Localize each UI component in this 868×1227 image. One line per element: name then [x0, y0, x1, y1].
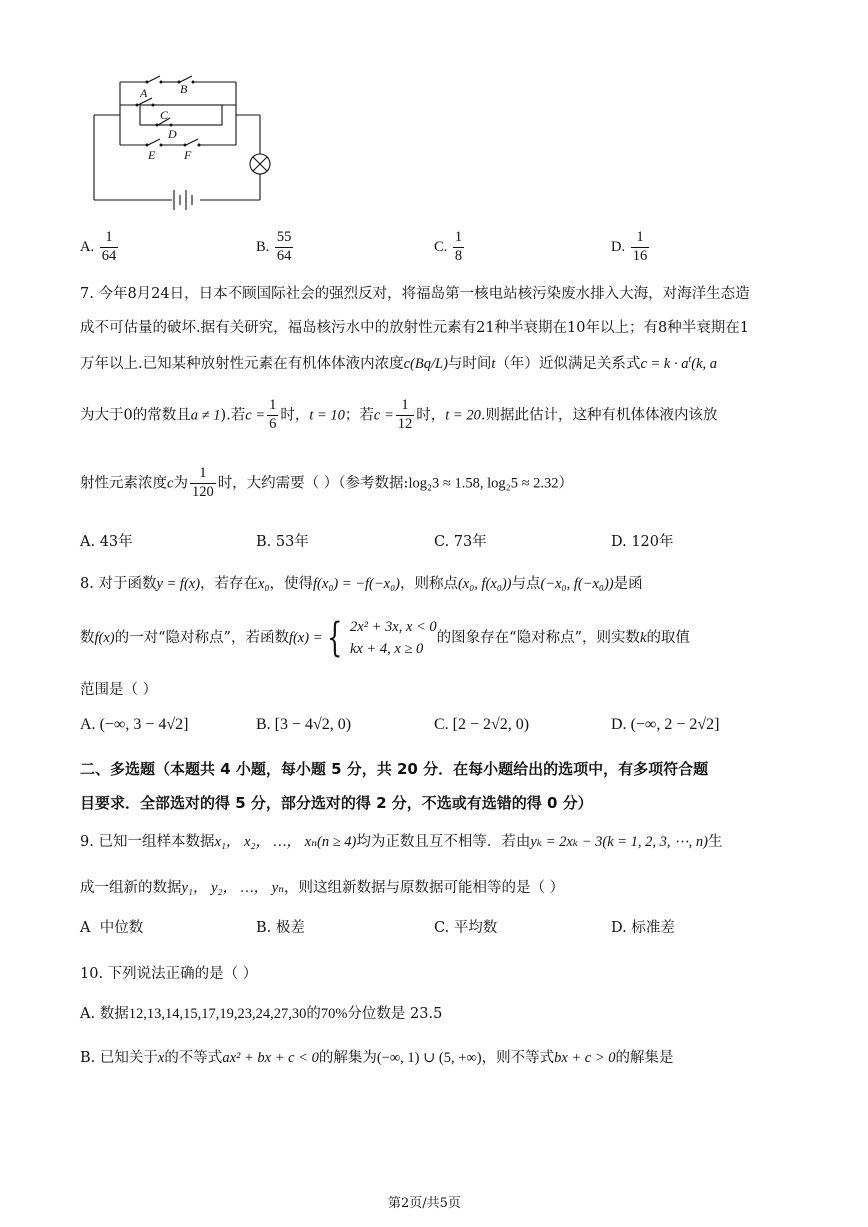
q10-stem: 10. 下列说法正确的是（ ）	[80, 966, 258, 982]
page-footer: 第2页/共5页	[388, 1196, 461, 1211]
q8-option-d[interactable]: D. (−∞, 2 − 2√2]	[611, 716, 720, 733]
q6-option-d[interactable]: D. $\frac{1}{16}$	[611, 229, 648, 264]
q8-line-3: 范围是（ ）	[80, 682, 158, 698]
section-2-heading-line-2: 目要求．全部选对的得 5 分，部分选对的得 2 分，不选或有选错的得 0 分）	[80, 794, 593, 812]
switch-label-d: D	[168, 127, 177, 141]
q7-option-a[interactable]: A. 43年	[80, 534, 133, 550]
q6-option-b[interactable]: B. $\frac{55}{64}$	[256, 229, 292, 264]
q6-option-a[interactable]: A. $\frac{1}{64}$	[80, 229, 117, 264]
q7-line-1: 7. 今年8月24日，日本不顾国际社会的强烈反对，将福岛第一核电站核污染废水排入大海，对海洋生态造	[80, 286, 750, 302]
switch-label-f: F	[184, 148, 192, 162]
q10-option-b[interactable]: B. 已知关于x的不等式ax² + bx + c < 0的解集为(−∞, 1) ∪ (5, +∞)，则不等式bx + c > 0的解集是	[80, 1050, 674, 1066]
q6-option-a-fraction: $\frac{1}{64}$	[101, 229, 117, 264]
q6-option-c-fraction: $\frac{1}{8}$	[454, 229, 463, 264]
q9-option-d[interactable]: D. 标准差	[611, 920, 675, 936]
q6-option-b-fraction: $\frac{55}{64}$	[276, 229, 292, 264]
switch-label-b: B	[180, 82, 188, 96]
q9-line-2: 成一组新的数据y₁， y₂， …， yₙ，则这组新数据与原数据可能相等的是（ ）	[80, 880, 565, 896]
q6-option-d-fraction: $\frac{1}{16}$	[632, 229, 648, 264]
q7-line-2: 成不可估量的破坏.据有关研究，福岛核污水中的放射性元素有21种半衰期在10年以上；有8种半衰期在1	[80, 320, 749, 336]
switch-label-a: A	[140, 86, 148, 100]
q8-line-2: 数f(x)的一对“隐对称点”，若函数f(x) = { 2x² + 3x, x < 0 kx + 4, x ≥ 0 的图象存在“隐对称点”，则实数k的取值	[80, 615, 690, 661]
q7-line-4: 为大于0的常数且a ≠ 1).若c = $\frac{1}{6}$ 时，t = 10；若c = $\frac{1}{12}$ 时，t = 20.则据此估计，这种有机体体液内该放	[80, 397, 718, 432]
q7-option-d[interactable]: D. 120年	[611, 534, 674, 550]
q6-option-c[interactable]: C. $\frac{1}{8}$	[434, 229, 463, 264]
q7-option-c[interactable]: C. 73年	[434, 534, 487, 550]
q9-line-1: 9. 已知一组样本数据x₁， x₂， …， xₙ(n ≥ 4)均为正数且互不相等．若由yₖ = 2xₖ − 3(k = 1, 2, 3, ⋯, n)生	[80, 834, 723, 850]
q7-line-5: 射性元素浓度c为 $\frac{1}{120}$ 时，大约需要（ ）（参考数据:log₂3 ≈ 1.58, log₂5 ≈ 2.32）	[80, 465, 574, 500]
q9-option-c[interactable]: C. 平均数	[434, 920, 498, 936]
q8-option-b[interactable]: B. [3 − 4√2, 0)	[256, 716, 352, 733]
switch-label-c: C	[160, 108, 169, 122]
q7-line-3: 万年以上.已知某种放射性元素在有机体体液内浓度c(Bq/L)与时间t（年）近似满足关系式$c = k \cdot a^t(k$, a	[80, 354, 718, 372]
q8-line-1: 8. 对于函数y = f(x)，若存在x₀，使得f(x₀) = −f(−x₀)，则称点(x₀, f(x₀))与点(−x₀, f(−x₀))是函	[80, 576, 643, 592]
q7-option-b[interactable]: B. 53年	[256, 534, 309, 550]
q9-option-a[interactable]: A 中位数	[80, 920, 144, 936]
section-2-heading-line-1: 二、多选题（本题共 4 小题，每小题 5 分，共 20 分．在每小题给出的选项中，有多项符合题	[80, 760, 709, 778]
q8-option-a[interactable]: A. (−∞, 3 − 4√2]	[80, 716, 189, 733]
q9-option-b[interactable]: B. 极差	[256, 920, 305, 936]
circuit-diagram	[88, 70, 278, 218]
q8-option-c[interactable]: C. [2 − 2√2, 0)	[434, 716, 530, 733]
switch-label-e: E	[148, 148, 156, 162]
q10-option-a[interactable]: A. 数据12,13,14,15,17,19,23,24,27,30的70%分位数是 23.5	[80, 1006, 443, 1022]
